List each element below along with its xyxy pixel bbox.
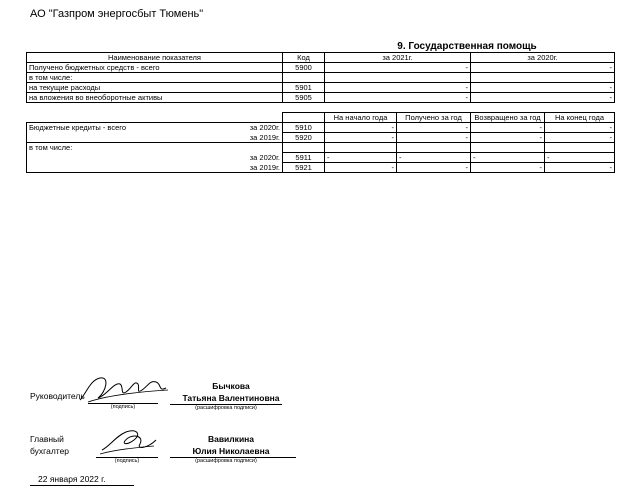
table-row [27,63,615,73]
budget-credits-table [26,112,615,173]
row-value [325,143,397,153]
head-name-line1: Бычкова [212,381,250,391]
row-year: за 2020г. [233,123,283,133]
head-label: Руководитель [30,391,85,401]
accountant-label-1: Главный [30,434,64,444]
row-value: - [545,163,615,173]
accountant-signature-image [96,424,160,458]
row-value: - [325,83,471,93]
row-code: 5900 [283,63,325,73]
row-value: - [471,63,615,73]
accountant-name-hint: (расшифровка подписи) [195,458,257,464]
row-value [397,143,471,153]
row-value: - [325,123,397,133]
row-code: 5905 [283,93,325,103]
row-value: - [471,123,545,133]
document-date: 22 января 2022 г. [38,474,106,484]
row-value [325,73,471,83]
row-value: - [397,123,471,133]
row-value: - [471,153,545,163]
row-value: - [325,63,471,73]
table-row [27,133,615,143]
accountant-name-line1: Вавилкина [207,434,255,444]
date-line [30,485,134,486]
row-value: - [471,133,545,143]
header-code: Код [283,53,325,63]
table-header-row [27,113,615,123]
row-code: 5911 [283,153,325,163]
header-end-of-year: На конец года [545,113,615,123]
accountant-sign-hint: (подпись) [114,458,140,464]
row-code: 5910 [283,123,325,133]
row-year [233,143,283,153]
row-name [27,163,233,173]
row-name [27,133,233,143]
header-year-2021: за 2021г. [325,53,471,63]
row-value: - [471,93,615,103]
accountant-name-line2: Юлия Николаевна [192,446,270,456]
blank-cell [27,113,233,123]
head-sign-hint: (подпись) [110,404,136,410]
head-name-line2: Татьяна Валентиновна [182,393,280,403]
row-value [471,73,615,83]
row-value: - [545,123,615,133]
row-name: Получено бюджетных средств - всего [27,63,283,73]
table-row [27,93,615,103]
blank-cell [283,113,325,123]
table-row [27,143,615,153]
row-value: - [545,153,615,163]
row-value: - [325,93,471,103]
table-row [27,123,615,133]
row-value [471,143,545,153]
table-row [27,73,615,83]
row-value: - [397,133,471,143]
row-name: на вложения во внеоборотные активы [27,93,283,103]
section-title: 9. Государственная помощь [397,41,537,52]
row-value: - [545,133,615,143]
table-row [27,153,615,163]
row-code: 5921 [283,163,325,173]
row-value [545,143,615,153]
row-value: - [471,83,615,93]
budget-funds-table [26,52,615,103]
row-name: Бюджетные кредиты - всего [27,123,233,133]
head-name-hint: (расшифровка подписи) [195,405,257,411]
header-start-of-year: На начало года [325,113,397,123]
row-value: - [325,163,397,173]
row-code: 5901 [283,83,325,93]
table-row [27,83,615,93]
row-name: в том числе: [27,73,283,83]
row-code [283,143,325,153]
row-value: - [325,153,397,163]
row-value: - [397,163,471,173]
table-row [27,163,615,173]
row-value: - [471,163,545,173]
row-year: за 2019г. [233,163,283,173]
row-value: - [325,133,397,143]
organization-name: АО "Газпром энергосбыт Тюмень" [30,8,204,20]
row-name: на текущие расходы [27,83,283,93]
row-code: 5920 [283,133,325,143]
header-year-2020: за 2020г. [471,53,615,63]
header-indicator: Наименование показателя [27,53,283,63]
row-value: - [397,153,471,163]
row-name [27,153,233,163]
row-name: в том числе: [27,143,233,153]
row-code [283,73,325,83]
header-received: Получено за год [397,113,471,123]
row-year: за 2019г. [233,133,283,143]
blank-cell [233,113,283,123]
accountant-label-2: бухгалтер [30,446,70,456]
row-year: за 2020г. [233,153,283,163]
header-returned: Возвращено за год [471,113,545,123]
table-header-row [27,53,615,63]
